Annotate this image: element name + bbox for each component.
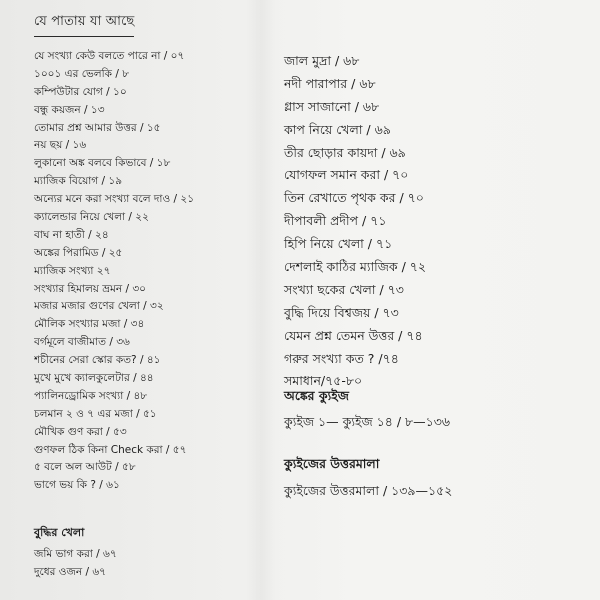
- toc-entry: ক্যালেন্ডার নিয়ে খেলা / ২২: [34, 211, 149, 224]
- toc-entry: যেমন প্রশ্ন তেমন উত্তর / ৭৪: [284, 327, 423, 343]
- toc-entry: অন্যের মনে করা সংখ্যা বলে দাও / ২১: [34, 193, 195, 206]
- toc-entry: কাপ নিয়ে খেলা / ৬৯: [284, 121, 391, 137]
- toc-entry: মৌখিক গুণ করা / ৫৩: [34, 425, 127, 438]
- quiz-range-entry: ক্যুইজ ১— ক্যুইজ ১৪ / ৮—১৩৬: [284, 414, 450, 429]
- toc-entry: ম্যাজিক বিয়োগ / ১৯: [34, 175, 123, 188]
- toc-entry: দীপাবলী প্রদীপ / ৭১: [284, 213, 387, 229]
- toc-entry: বন্ধু কয়জন / ১৩: [34, 103, 105, 116]
- toc-entry: তিন রেখাতে পৃথক কর / ৭০: [284, 190, 424, 206]
- toc-entry: মৌলিক সংখ্যার মজা / ৩৪: [34, 318, 145, 331]
- toc-left-column: [34, 48, 264, 495]
- toc-entry: জমি ভাগ করা / ৬৭: [34, 548, 117, 560]
- toc-entry: ১০০১ এর ভেলকি / ৮: [34, 67, 130, 80]
- toc-entry: মজার মজার গুণের খেলা / ৩২: [34, 300, 164, 313]
- toc-entry: কম্পিউটার যোগ / ১০: [34, 85, 127, 98]
- toc-entry: বাঘ না হাতী / ২৪: [34, 228, 109, 241]
- toc-entry: ৫ বলে অল আউট / ৫৮: [34, 461, 136, 474]
- toc-entry: অঙ্কের পিরামিড / ২৫: [34, 246, 123, 259]
- page-title: যে পাতায় যা আছে: [34, 12, 134, 37]
- section-heading-puzzles: বুদ্ধির খেলা: [34, 526, 85, 539]
- toc-entry: গরুর সংখ্যা কত ? /৭৪: [284, 350, 399, 366]
- toc-left-section-list: [34, 546, 264, 582]
- toc-entry: শচীনের সেরা স্কোর কত? / ৪১: [34, 354, 161, 367]
- toc-entry: দেশলাই কাঠির ম্যাজিক / ৭২: [284, 259, 427, 275]
- toc-entry: ম্যাজিক সংখ্যা ২৭: [34, 264, 111, 277]
- toc-entry: বুদ্ধি দিয়ে বিশ্বজয় / ৭৩: [284, 304, 399, 320]
- toc-entry: প্যালিনড্রোমিক সংখ্যা / ৪৮: [34, 389, 148, 402]
- toc-entry: সংখ্যার হিমালয় ভ্রমন / ৩০: [34, 282, 146, 295]
- toc-entry: তোমার প্রশ্ন আমার উত্তর / ১৫: [34, 121, 161, 134]
- toc-entry: নদী পারাপার / ৬৮: [284, 75, 376, 91]
- toc-entry: দুধের ওজন / ৬৭: [34, 565, 106, 578]
- toc-entry: বর্গমূলে বাজীমাত / ৩৬: [34, 336, 130, 349]
- toc-entry: জাল মুদ্রা / ৬৮: [284, 53, 360, 68]
- toc-entry: লুকানো অঙ্ক বলবে কিভাবে / ১৮: [34, 157, 171, 170]
- toc-entry: তীর ছোড়ার কায়দা / ৬৯: [284, 144, 406, 160]
- toc-entry: সমাধান/৭৫-৮০: [284, 373, 363, 389]
- toc-entry: নয় ছয় / ১৬: [34, 139, 87, 152]
- section-heading-quiz: অঙ্কের ক্যুইজ: [284, 388, 349, 403]
- toc-entry: গুণফল ঠিক কিনা Check করা / ৫৭: [34, 443, 187, 456]
- toc-right-column: [284, 50, 584, 393]
- section-heading-answers: ক্যুইজের উত্তরমালা: [284, 456, 380, 471]
- toc-entry: হিপি নিয়ে খেলা / ৭১: [284, 236, 393, 252]
- toc-entry: যে সংখ্যা কেউ বলতে পারে না / ০৭: [34, 50, 185, 62]
- answers-range-entry: ক্যুইজের উত্তরমালা / ১৩৯—১৫২: [284, 483, 453, 498]
- toc-entry: গ্লাস সাজানো / ৬৮: [284, 98, 380, 114]
- toc-entry: ভাগে ভয় কি ? / ৬১: [34, 479, 120, 492]
- toc-entry: মুখে মুখে ক্যালকুলেটার / ৪৪: [34, 372, 154, 385]
- toc-entry: যোগফল সমান করা / ৭০: [284, 167, 409, 183]
- toc-entry: সংখ্যা ছকের খেলা / ৭৩: [284, 281, 404, 297]
- toc-entry: চলমান ২ ও ৭ এর মজা / ৫১: [34, 407, 157, 420]
